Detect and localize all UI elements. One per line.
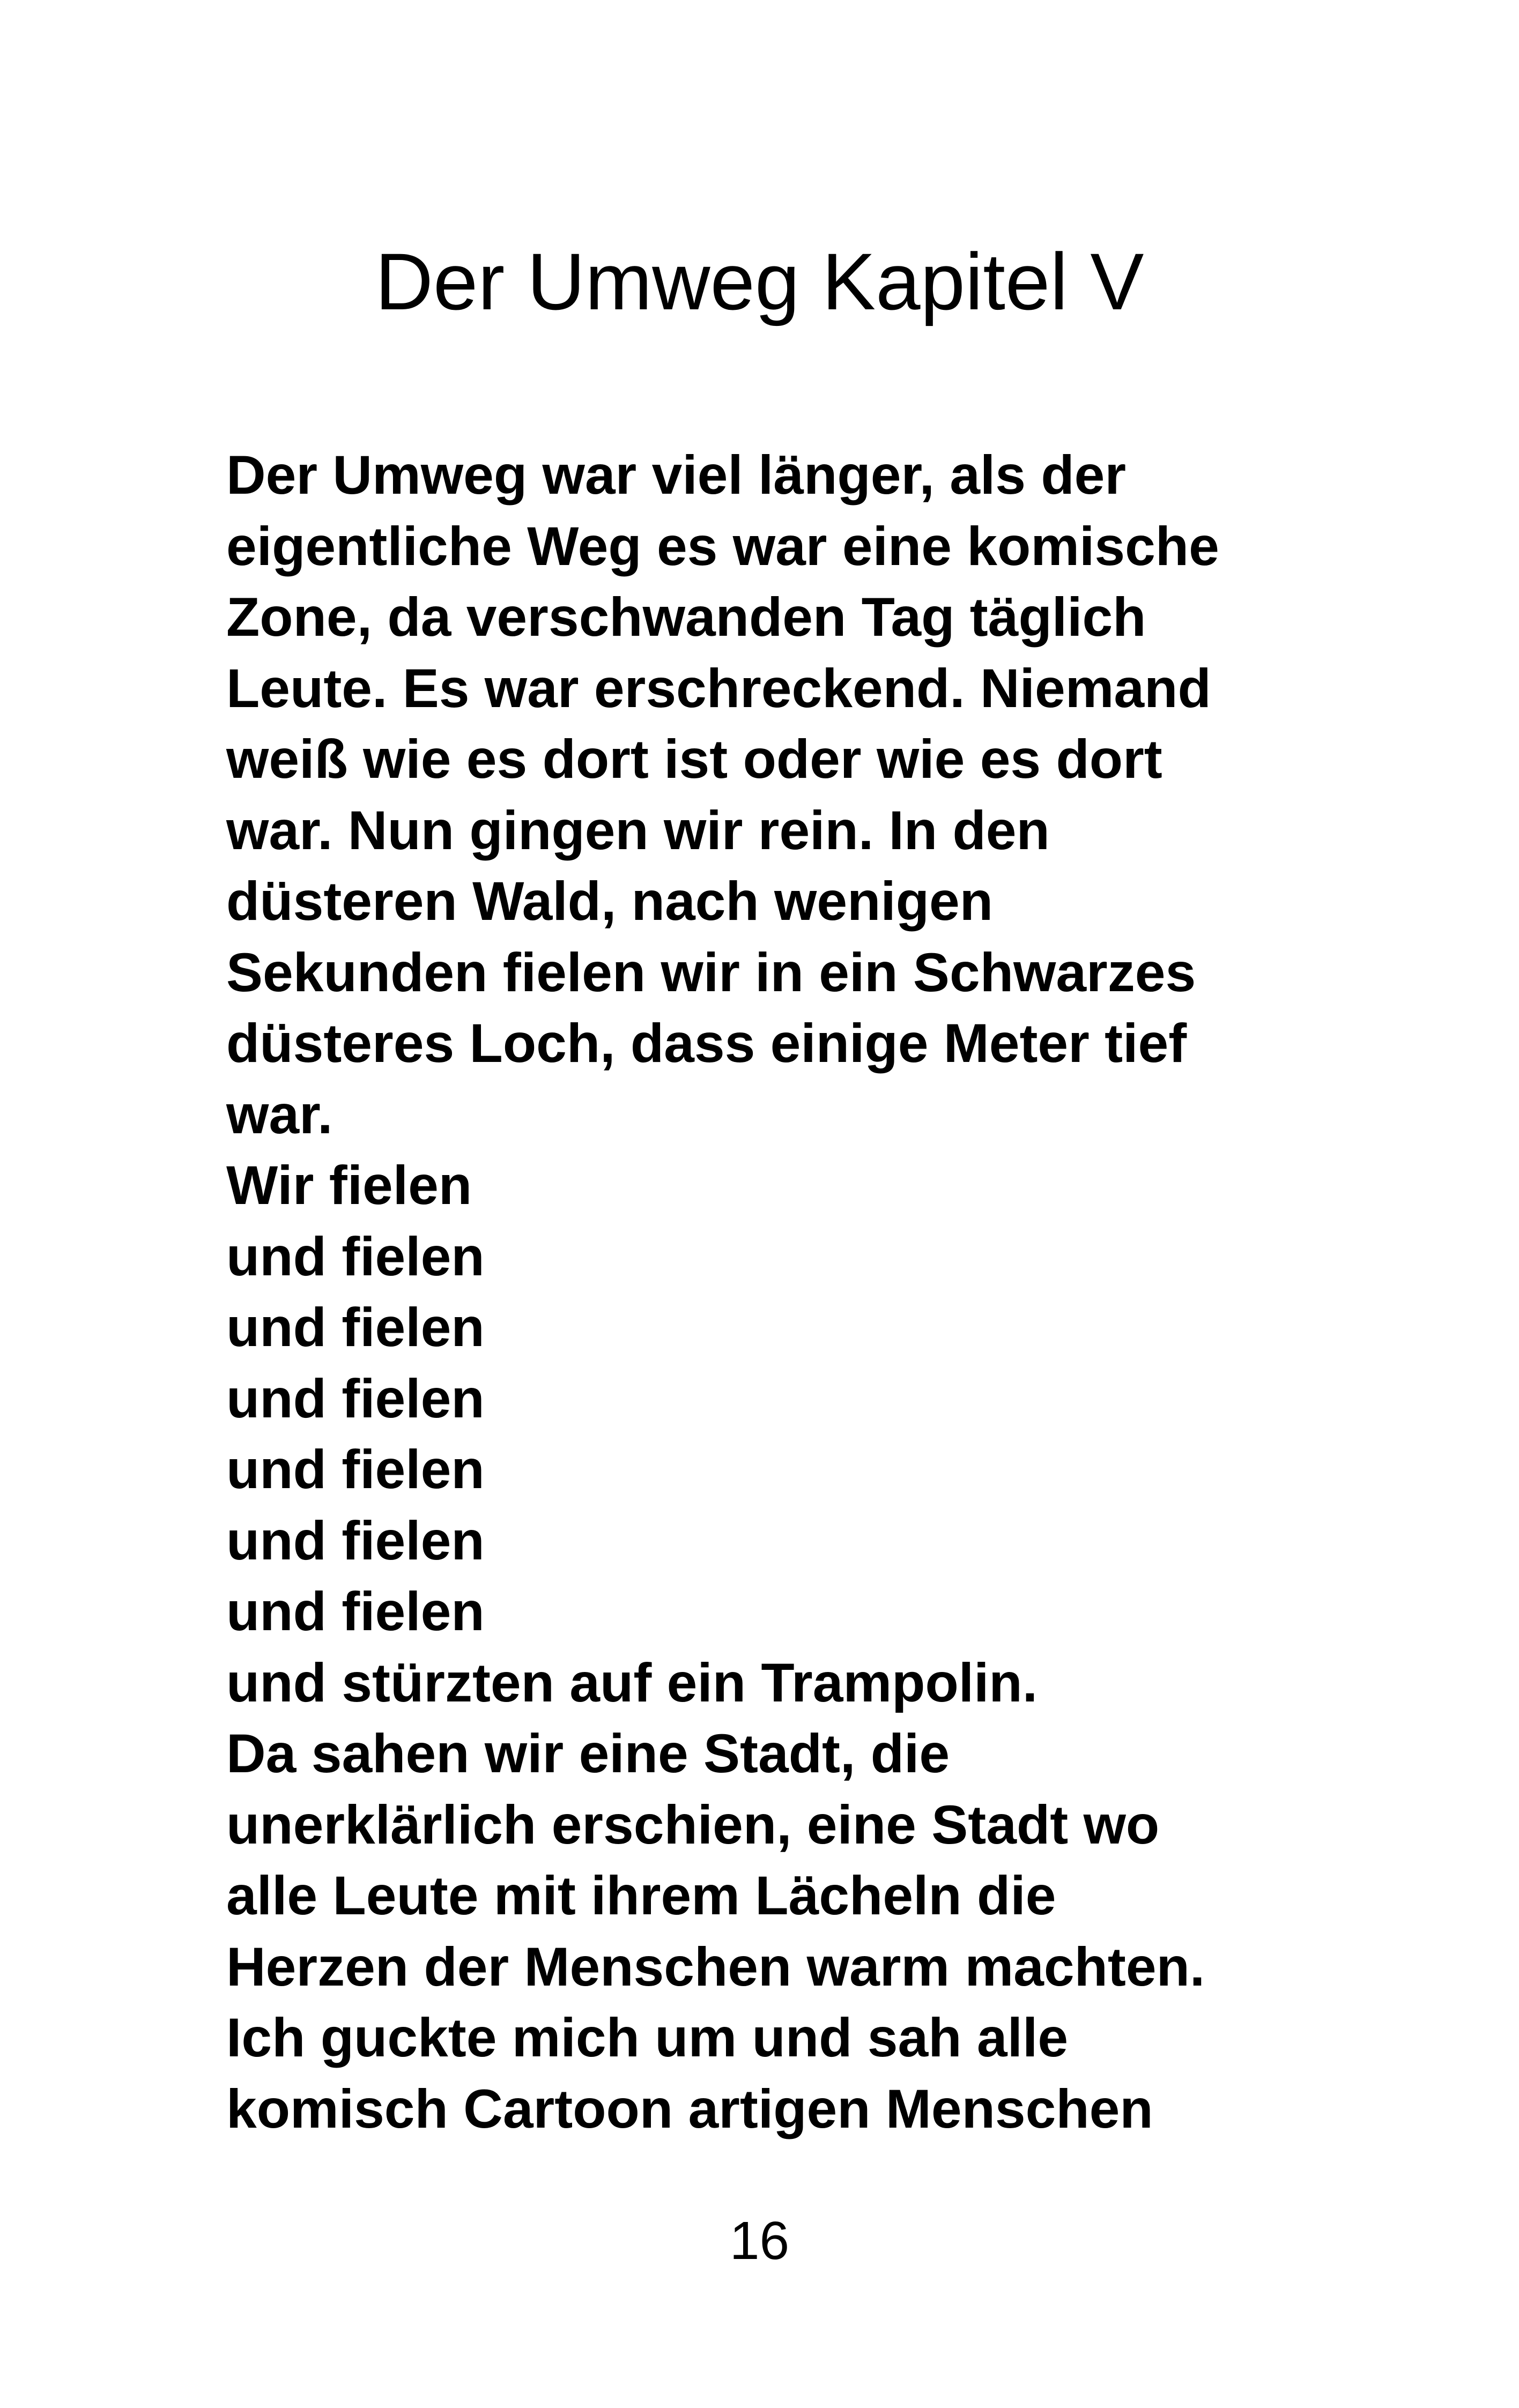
text-line: und fielen [226,1510,485,1571]
text-line: und fielen [226,1225,485,1287]
text-line: Sekunden fielen wir in ein Schwarzes [226,941,1196,1003]
text-line: düsteres Loch, dass einige Meter tief [226,1013,1187,1074]
text-line: eigentliche Weg es war eine komische [226,515,1219,577]
text-line: alle Leute mit ihrem Lächeln die [226,1865,1056,1926]
text-line: weiß wie es dort ist oder wie es dort [226,729,1162,790]
text-line: Da sahen wir eine Stadt, die [226,1723,950,1784]
text-line: Der Umweg war viel länger, als der [226,444,1127,506]
text-line: Ich guckte mich um und sah alle [226,2007,1069,2068]
text-line: war. [226,1083,333,1145]
text-line: und stürzten auf ein Trampolin. [226,1652,1038,1713]
text-line: Leute. Es war erschreckend. Niemand [226,657,1211,719]
text-line: und fielen [226,1439,485,1500]
text-line: war. Nun gingen wir rein. In den [226,799,1050,861]
text-line: unerklärlich erschien, eine Stadt wo [226,1794,1160,1855]
page-number: 16 [729,2211,790,2271]
text-line: Wir fielen [226,1155,472,1216]
chapter-title: Der Umweg Kapitel V [375,236,1144,326]
text-line: und fielen [226,1367,485,1429]
text-line: Herzen der Menschen warm machten. [226,1936,1205,1997]
text-line: Zone, da verschwanden Tag täglich [226,586,1146,648]
chapter-body [226,440,1519,2144]
text-line: und fielen [226,1297,485,1358]
text-line: düsteren Wald, nach wenigen [226,871,994,932]
text-line: komisch Cartoon artigen Menschen [226,2078,1153,2139]
text-line: und fielen [226,1581,485,1642]
